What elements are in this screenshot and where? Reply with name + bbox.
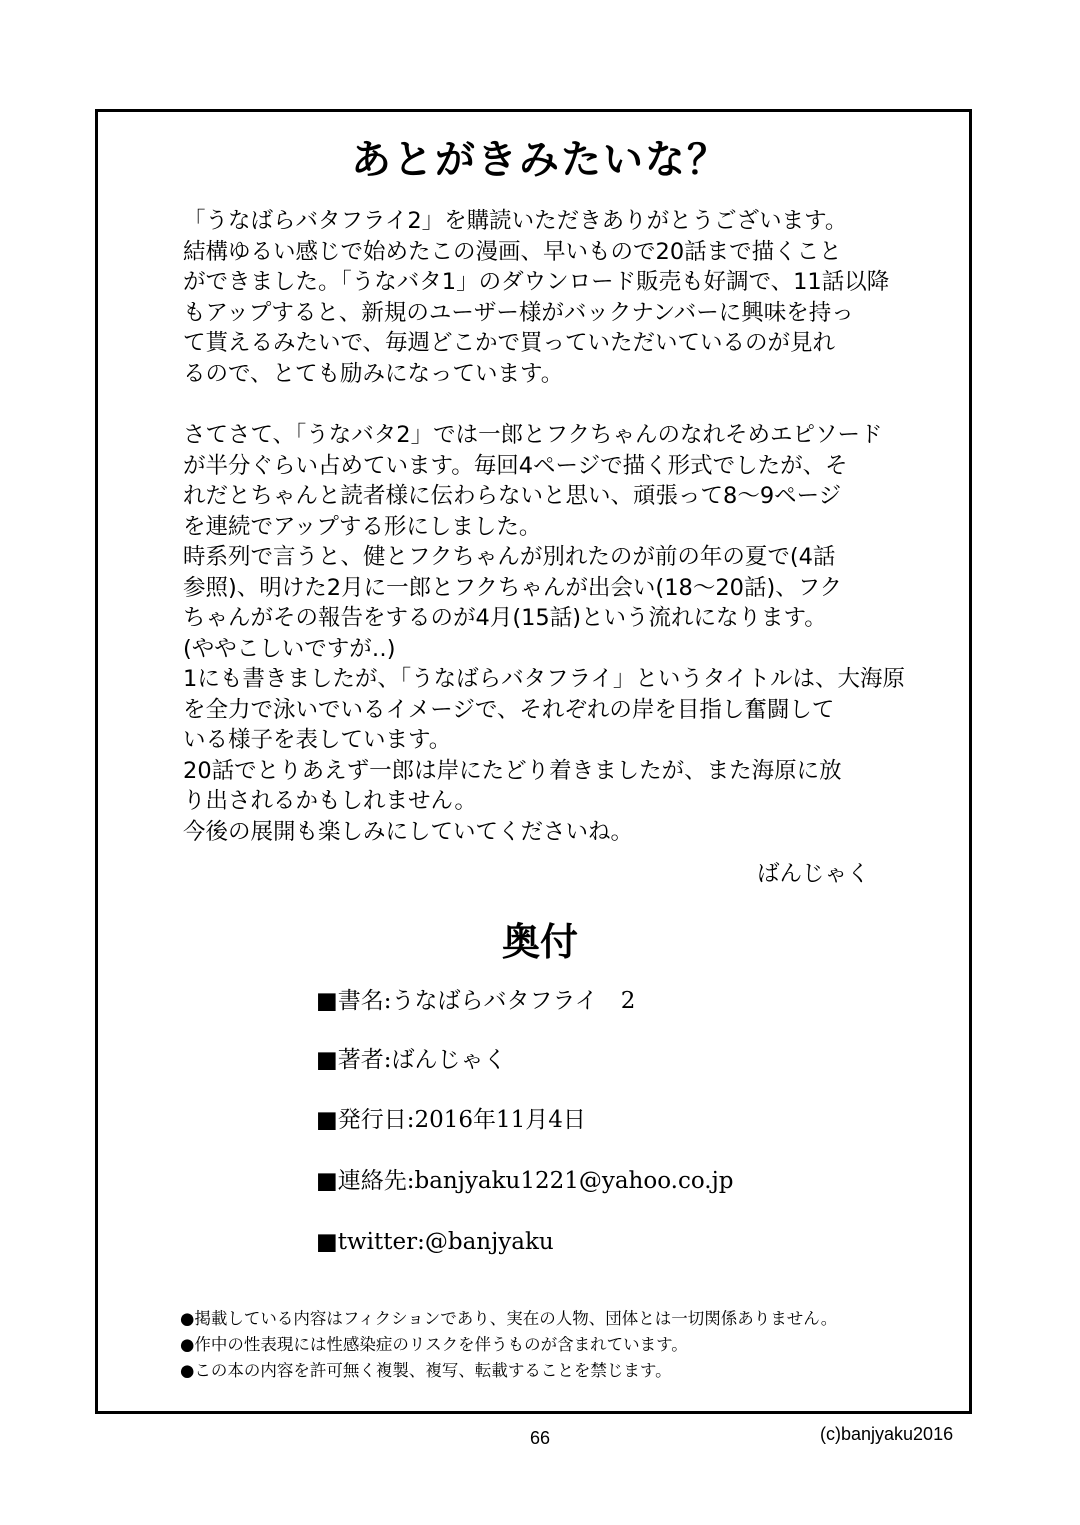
afterword-title: あとがきみたいな？	[351, 136, 729, 183]
text-line: 時系列で言うと、健とフクちゃんが別れたのが前の年の夏で(4話	[183, 544, 836, 570]
notice-item: ●この本の内容を許可無く複製、複写、転載することを禁じます。	[180, 1361, 672, 1380]
text-line: いる様子を表しています。	[183, 727, 452, 753]
text-line: もアップすると、新規のユーザー様がバックナンバーに興味を持っ	[183, 299, 854, 326]
text-line: が半分ぐらい占めています。毎回4ページで描く形式でしたが、そ	[183, 452, 848, 479]
text-line: り出されるかもしれません。	[183, 788, 477, 814]
colophon-twitter: ■twitter:@banjyaku	[316, 1229, 554, 1255]
afterword-paragraph-2	[183, 420, 905, 847]
afterword-signature: ばんじゃく	[757, 861, 870, 887]
page-number: 66	[529, 1428, 551, 1448]
text-line: 参照)、明けた2月に一郎とフクちゃんが出会い(18〜20話)、フク	[183, 574, 843, 601]
text-line: ちゃんがその報告をするのが4月(15話)という流れになります。	[183, 605, 827, 631]
afterword-paragraph-1	[183, 206, 889, 389]
notice-item: ●掲載している内容はフィクションであり、実在の人物、団体とは一切関係ありません。	[180, 1309, 838, 1328]
text-line: さてさて、「うなバタ2」では一郎とフクちゃんのなれそめエピソード	[183, 422, 883, 448]
text-line: ができました。「うなバタ1」のダウンロード販売も好調で、11話以降	[183, 269, 890, 295]
copyright-notice: (c)banjyaku2016	[820, 1424, 954, 1444]
text-line: れだとちゃんと読者様に伝わらないと思い、頑張って8〜9ページ	[183, 483, 842, 509]
text-line: を全力で泳いでいるイメージで、それぞれの岸を目指し奮闘して	[183, 696, 835, 723]
notices-list	[180, 1306, 837, 1384]
colophon-publish-date: ■発行日:2016年11月4日	[316, 1107, 586, 1133]
notice-item: ●作中の性表現には性感染症のリスクを伴うものが含まれています。	[180, 1335, 688, 1354]
text-line: るので、とても励みになっています。	[183, 360, 564, 387]
colophon-book-name: ■書名:うなばらバタフライ 2	[316, 988, 636, 1014]
text-line: (ややこしいですが‥)	[183, 635, 396, 662]
text-line: 今後の展開も楽しみにしていてくださいね。	[183, 818, 634, 845]
text-line: 1にも書きましたが、「うなばらバタフライ」というタイトルは、大海原	[183, 666, 905, 692]
colophon-title: 奥付	[501, 919, 578, 964]
text-line: て貰えるみたいで、毎週どこかで買っていただいているのが見れ	[183, 330, 836, 356]
text-line: 「うなばらバタフライ2」を購読いただきありがとうございます。	[183, 208, 848, 234]
colophon-author: ■著者:ばんじゃく	[316, 1047, 507, 1073]
text-line: 結構ゆるい感じで始めたこの漫画、早いもので20話まで描くこと	[183, 238, 842, 265]
text-line: 20話でとりあえず一郎は岸にたどり着きましたが、また海原に放	[183, 757, 842, 784]
text-line: を連続でアップする形にしました。	[183, 513, 542, 540]
colophon-contact: ■連絡先:banjyaku1221@yahoo.co.jp	[316, 1168, 734, 1194]
